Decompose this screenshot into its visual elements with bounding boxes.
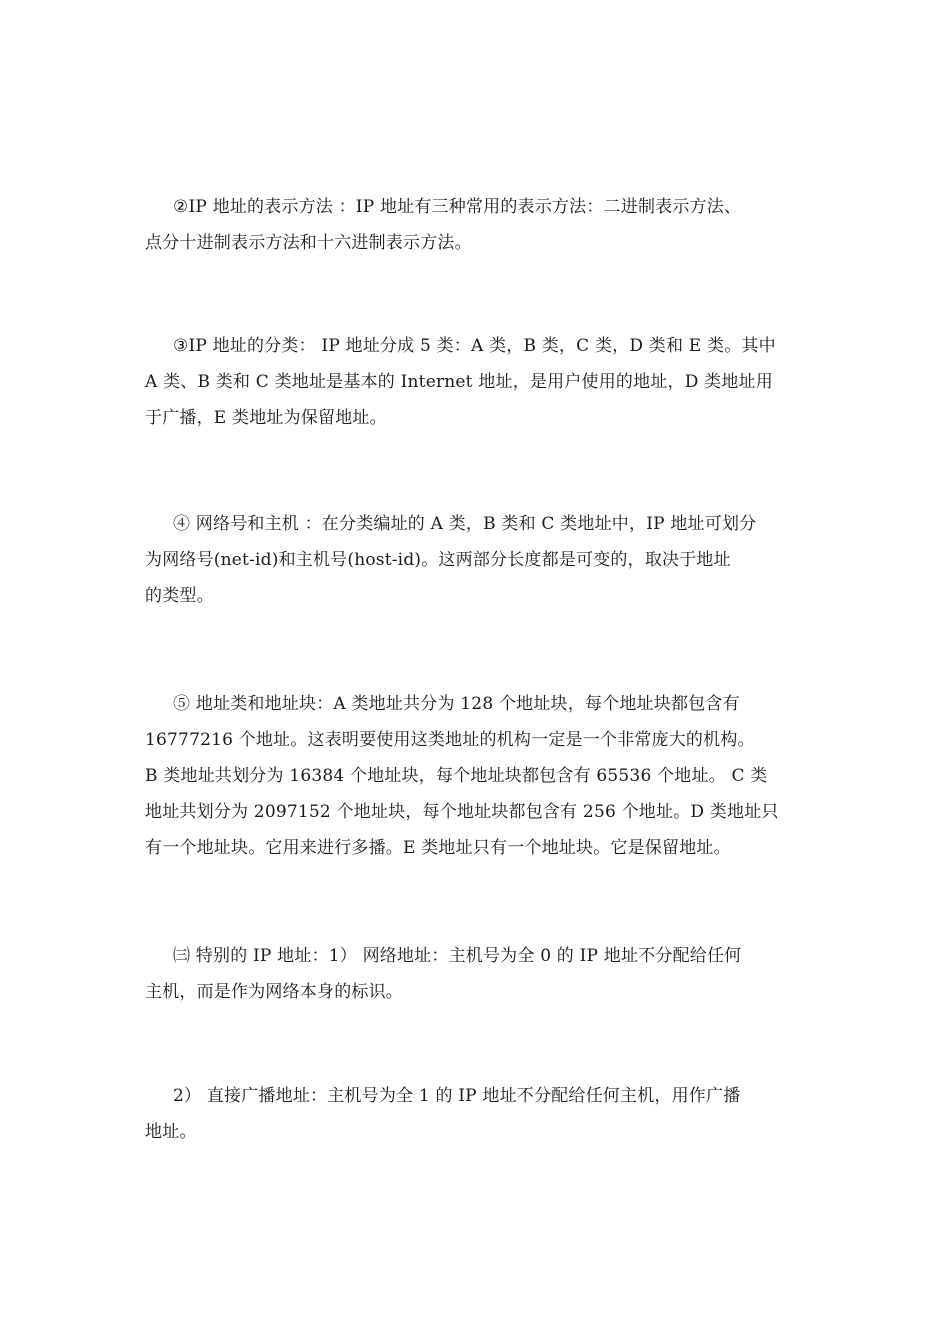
paragraph-ip-classes — [145, 328, 810, 436]
paragraph-special-addresses — [145, 938, 810, 1010]
paragraph-line: 地址。 — [145, 1122, 197, 1142]
paragraph-broadcast-address — [145, 1078, 810, 1150]
paragraph-line: 点分十进制表示方法和十六进制表示方法。 — [145, 233, 472, 253]
paragraph-address-blocks — [145, 686, 810, 866]
paragraph-line: ③IP 地址的分类： IP 地址分成 5 类：A 类，B 类，C 类，D 类和 E 类。其中 — [173, 336, 776, 356]
paragraph-line: 2） 直接广播地址：主机号为全 1 的 IP 地址不分配给任何主机，用作广播 — [173, 1086, 741, 1106]
paragraph-line: 有一个地址块。它用来进行多播。E 类地址只有一个地址块。它是保留地址。 — [145, 838, 731, 858]
paragraph-line: 为网络号(net-id)和主机号(host-id)。这两部分长度都是可变的，取决于地址 — [145, 550, 731, 570]
paragraph-line: 的类型。 — [145, 586, 214, 606]
paragraph-line: B 类地址共划分为 16384 个地址块，每个地址块都包含有 65536 个地址。 C 类 — [145, 766, 768, 786]
paragraph-line: A 类、B 类和 C 类地址是基本的 Internet 地址，是用户使用的地址，D 类地址用 — [145, 372, 773, 392]
paragraph-line: 地址共划分为 2097152 个地址块，每个地址块都包含有 256 个地址。D 类地址只 — [145, 802, 779, 822]
paragraph-line: ②IP 地址的表示方法 ：IP 地址有三种常用的表示方法：二进制表示方法、 — [173, 197, 742, 217]
paragraph-ip-notation — [145, 189, 810, 261]
paragraph-line: 主机，而是作为网络本身的标识。 — [145, 982, 403, 1002]
paragraph-line: ㈢ 特别的 IP 地址：1） 网络地址：主机号为全 0 的 IP 地址不分配给任何 — [173, 946, 742, 966]
paragraph-line: 于广播，E 类地址为保留地址。 — [145, 408, 387, 428]
paragraph-line: ④ 网络号和主机 ：在分类编址的 A 类，B 类和 C 类地址中，IP 地址可划分 — [173, 514, 757, 534]
paragraph-line: 16777216 个地址。这表明要使用这类地址的机构一定是一个非常庞大的机构。 — [145, 730, 755, 750]
paragraph-network-host — [145, 506, 810, 614]
paragraph-line: ⑤ 地址类和地址块：A 类地址共分为 128 个地址块，每个地址块都包含有 — [173, 694, 740, 714]
